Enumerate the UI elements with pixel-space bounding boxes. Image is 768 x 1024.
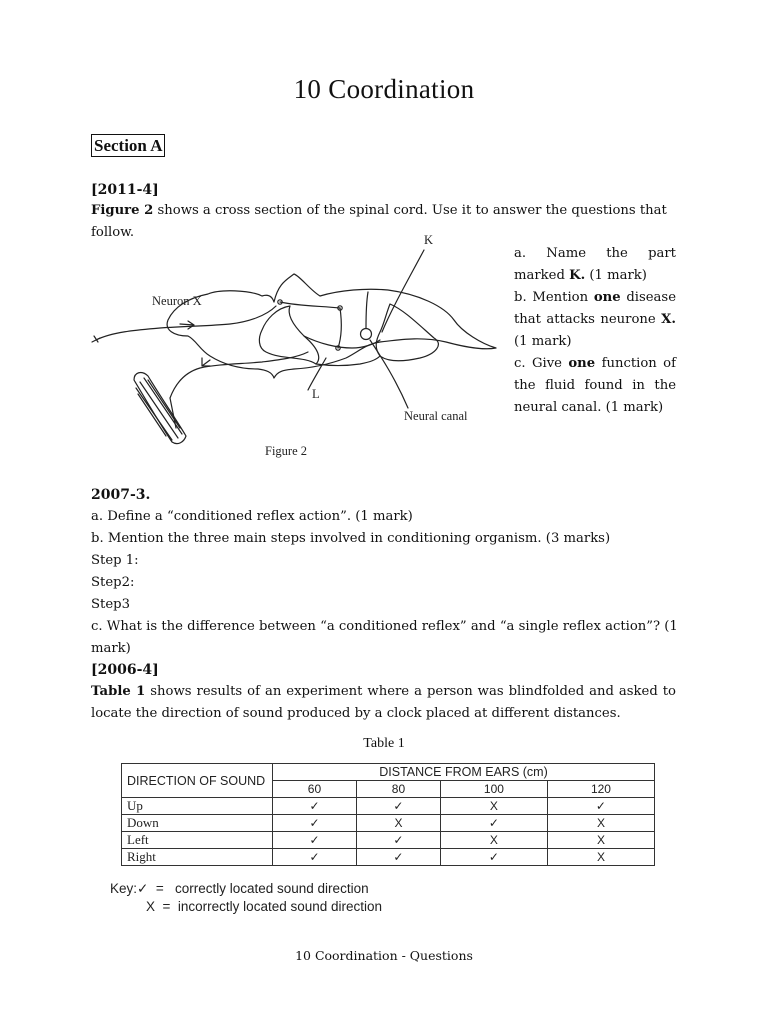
- table-caption: Table 1: [363, 736, 405, 751]
- question-parts-2011: [514, 243, 676, 419]
- results-table: [121, 763, 655, 866]
- intro-text: shows a cross section of the spinal cord. Use it to answer the questions that follow.: [91, 203, 667, 240]
- distance-80: 80: [356, 781, 440, 798]
- part-c: c. Give one function of the fluid found in the neural canal. (1 mark): [514, 356, 676, 415]
- question-intro-2006: Table 1 shows results of an experiment where a person was blindfolded and asked to locate the direction of sound produced by a clock placed at different distances.: [91, 684, 676, 721]
- figure-label-l: L: [312, 387, 320, 401]
- figure-label-neuron-x: Neuron X: [152, 294, 202, 308]
- line-a: a. Define a “conditioned reflex action”. (1 mark): [91, 509, 413, 524]
- col-head-distance: DISTANCE FROM EARS (cm): [273, 764, 655, 781]
- figure-caption: Figure 2: [265, 444, 308, 458]
- page-footer: 10 Coordination - Questions: [295, 948, 473, 963]
- question-year-2011: [2011-4]: [91, 182, 159, 198]
- table-ref: Table 1: [91, 684, 146, 699]
- question-year-2007: 2007-3.: [91, 487, 151, 503]
- distance-120: 120: [547, 781, 654, 798]
- line-step3: Step3: [91, 597, 130, 612]
- key-row-incorrect: X = incorrectly located sound direction: [146, 899, 383, 914]
- part-a: a. Name the part marked K. (1 mark): [514, 246, 676, 283]
- table-key: [110, 880, 382, 916]
- section-heading: Section A: [91, 134, 165, 157]
- table-row: Right ✓ ✓ ✓ X: [122, 849, 655, 866]
- line-step1: Step 1:: [91, 553, 139, 568]
- question-lines-2007: [91, 506, 681, 660]
- page-title: 10 Coordination: [293, 74, 475, 104]
- figure-label-neural-canal: Neural canal: [404, 409, 468, 423]
- distance-60: 60: [273, 781, 357, 798]
- figure-label-k: K: [424, 233, 434, 247]
- part-b: b. Mention one disease that attacks neurone X. (1 mark): [514, 290, 676, 349]
- table-row: Up ✓ ✓ X ✓: [122, 798, 655, 815]
- key-symbol-x: X: [146, 899, 156, 914]
- table-row: Down ✓ X ✓ X: [122, 815, 655, 832]
- key-symbol-check: ✓: [137, 881, 149, 896]
- distance-100: 100: [440, 781, 547, 798]
- key-label: Key:: [110, 881, 138, 896]
- line-b: b. Mention the three main steps involved in conditioning organism. (3 marks): [91, 531, 611, 546]
- figure-ref: Figure 2: [91, 203, 154, 218]
- col-head-direction: DIRECTION OF SOUND: [122, 764, 273, 798]
- question-year-2006: [2006-4]: [91, 662, 159, 678]
- key-row-correct: Key:✓ = correctly located sound direction: [110, 881, 369, 896]
- spinal-cord-diagram: [90, 232, 500, 462]
- spinal-cord-figure: [90, 232, 500, 462]
- line-c: c. What is the difference between “a conditioned reflex” and “a single reflex action”? (1 mark): [91, 619, 678, 656]
- table-row: Left ✓ ✓ X X: [122, 832, 655, 849]
- line-step2: Step2:: [91, 575, 135, 590]
